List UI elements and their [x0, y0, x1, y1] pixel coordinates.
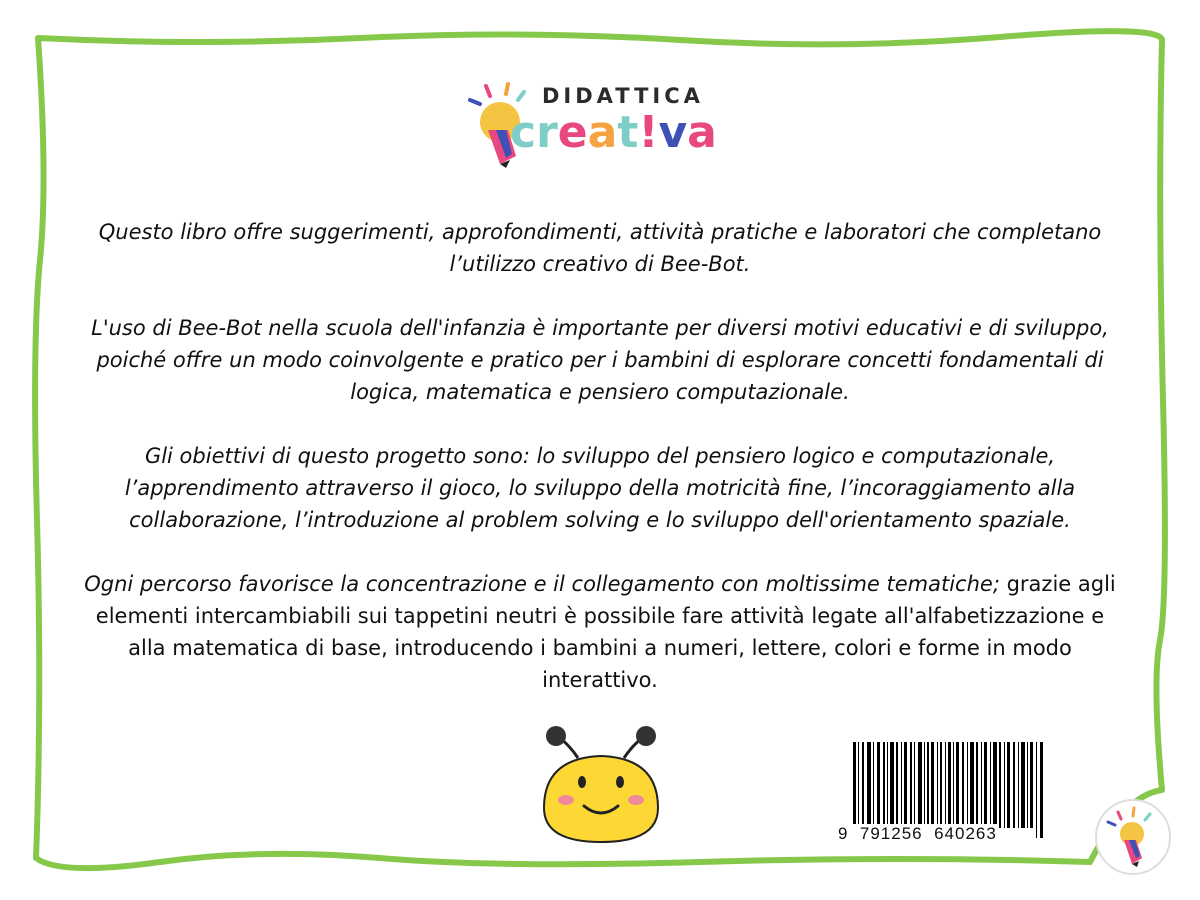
paragraph-activities: [80, 568, 1120, 696]
logo-creativa-text: creat!va: [510, 107, 717, 158]
bee-icon: [536, 720, 666, 850]
paragraph-beebot-importance: L'uso di Bee-Bot nella scuola dell'infanzia è importante per diversi motivi educativi e di sviluppo, poiché offre un modo coinvolgente e pratico per i bambini di esplorare concetti fondamentali di logica, matematica e pensiero computazionale.: [91, 316, 1109, 404]
didattica-creativa-logo: [466, 78, 736, 170]
paragraph-intro: Questo libro offre suggerimenti, approfondimenti, attività pratiche e laboratori che completano l’utilizzo creativo di Bee-Bot.: [98, 220, 1102, 276]
barcode-digits: 9 791256 640263: [838, 824, 997, 843]
back-cover-text: [80, 216, 1120, 728]
paragraph-activities-italic: Ogni percorso favorisce la concentrazione e il collegamento con moltissime tematiche;: [84, 572, 1000, 596]
pencil-bulb-icon: [1094, 798, 1172, 876]
logo-didattica-text: DIDATTICA: [542, 84, 704, 108]
paragraph-activities-regular: grazie agli elementi intercambiabili sui tappetini neutri è possibile fare attività legate all'alfabetizzazione e alla matematica di base, introducendo i bambini a numeri, lettere, colori e forme in modo interattivo.: [95, 572, 1116, 692]
paragraph-objectives: Gli obiettivi di questo progetto sono: lo sviluppo del pensiero logico e computazionale, l’apprendimento attraverso il gioco, lo sviluppo della motricità fine, l’incoraggiamento alla collaborazione, l’introduzione al problem solving e lo sviluppo dell'orientamento spaziale.: [124, 444, 1076, 532]
